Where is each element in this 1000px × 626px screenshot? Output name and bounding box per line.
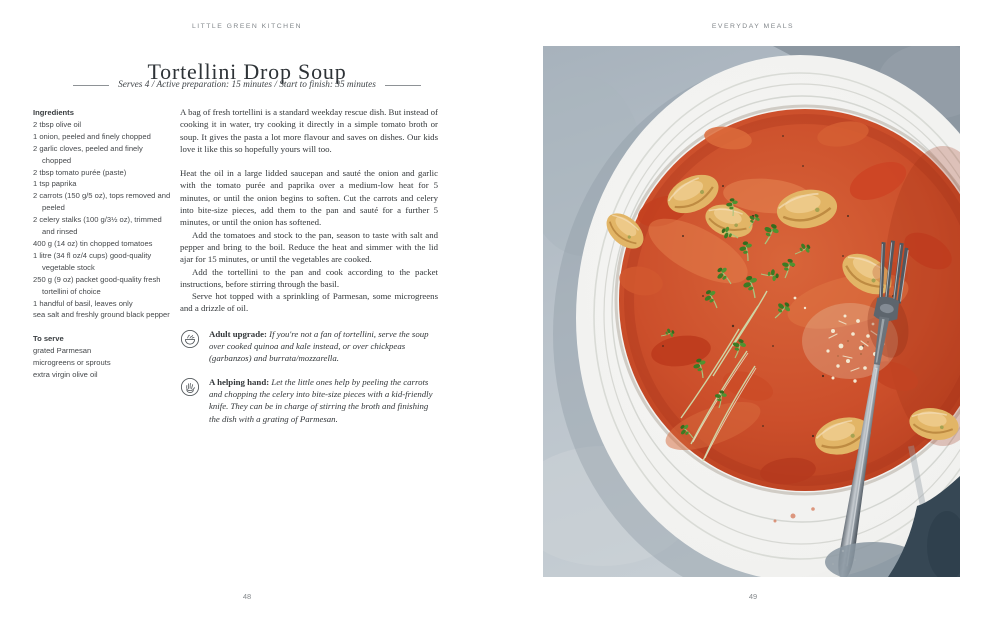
ingredient-item: 400 g (14 oz) tin chopped tomatoes [33, 238, 153, 248]
method-step: Add the tomatoes and stock to the pan, season to taste with salt and pepper and bring to the boil. Reduce the heat and simmer with the lid ajar for 15 minutes, or until the vegetables are cooked. [180, 229, 438, 265]
ingredients-list [33, 119, 171, 321]
recipe-meta [0, 80, 494, 90]
page-number-left: 48 [242, 592, 252, 601]
ingredient-item: 1 handful of basil, leaves only [33, 298, 133, 308]
method-step: Add the tortellini to the pan and cook according to the packet instructions, before stirring through the basil. [180, 266, 438, 289]
ingredient-item: 250 g (9 oz) packet good-quality fresh tortellini of choice [33, 274, 161, 296]
note-text: A helping hand: Let the little ones help by peeling the carrots and chopping the celery into bite-size pieces with a kid-friendly knife. They can be in charge of stirring the broth and finishing the dish with a grating of Parmesan. [209, 376, 433, 424]
ingredient-item: 1 tsp paprika [33, 179, 77, 189]
to-serve-item: extra virgin olive oil [33, 370, 98, 380]
recipe-intro: A bag of fresh tortellini is a standard weekday rescue dish. But instead of cooking it in water, try cooking it directly in a simple tomato broth or soup. It gives the pasta a lot more flavour and saves on dishes. Our kids love it like this so hopefully yours will too. [180, 107, 438, 154]
ingredient-item: 2 garlic cloves, peeled and finely chopped [33, 143, 143, 165]
ingredient-item: 1 litre (34 fl oz/4 cups) good-quality vegetable stock [33, 250, 152, 272]
ingredient-item: 1 onion, peeled and finely chopped [33, 131, 151, 141]
meta-rule-left [73, 85, 109, 86]
ingredient-item: 2 tbsp olive oil [33, 119, 82, 129]
note-text: Adult upgrade: If you're not a fan of tortellini, serve the soup over cooked quinoa and kale instead, or over chickpeas (garbanzos) and burrata/mozzarella. [209, 328, 429, 364]
note-label: Adult upgrade: [209, 328, 267, 339]
method-column [180, 106, 438, 425]
recipe-meta-text: Serves 4 / Active preparation: 15 minutes / Start to finish: 35 minutes [118, 80, 376, 90]
note-helping-hand [180, 376, 438, 425]
garnished-bowl-icon [180, 329, 200, 349]
note-label: A helping hand: [209, 376, 270, 387]
to-serve-list [33, 345, 171, 381]
ingredient-item: sea salt and freshly ground black pepper [33, 310, 170, 320]
running-head-left: LITTLE GREEN KITCHEN [191, 23, 303, 30]
recipe-photo [543, 46, 960, 577]
child-hand-icon [180, 377, 200, 397]
ingredient-item: 2 carrots (150 g/5 oz), tops removed and peeled [33, 191, 171, 213]
page-number-right: 49 [748, 592, 758, 601]
recipe-title: Tortellini Drop Soup [147, 58, 347, 84]
meta-rule-right [385, 85, 421, 86]
to-serve-item: grated Parmesan [33, 346, 92, 356]
method-steps [180, 167, 438, 315]
note-adult-upgrade [180, 328, 438, 365]
to-serve-item: microgreens or sprouts [33, 358, 111, 368]
method-step: Heat the oil in a large lidded saucepan and sauté the onion and garlic with the tomato purée and paprika over a medium-low heat for 5 minutes, or until the onion begins to soften. Cut the carrots and celery into bite-size pieces, add them to the pan and sauté for a further 5 minutes, or until the onion has softened. [180, 168, 438, 228]
notes-section [180, 328, 438, 425]
running-head-right: EVERYDAY MEALS [711, 23, 795, 30]
method-step: Serve hot topped with a sprinkling of Parmesan, some microgreens and a drizzle of oil. [180, 291, 438, 314]
ingredients-header: Ingredients [33, 108, 74, 117]
ingredient-item: 2 tbsp tomato purée (paste) [33, 167, 127, 177]
ingredients-column [33, 107, 171, 381]
to-serve-header: To serve [33, 334, 64, 344]
ingredient-item: 2 celery stalks (100 g/3½ oz), trimmed and rinsed [33, 215, 162, 237]
